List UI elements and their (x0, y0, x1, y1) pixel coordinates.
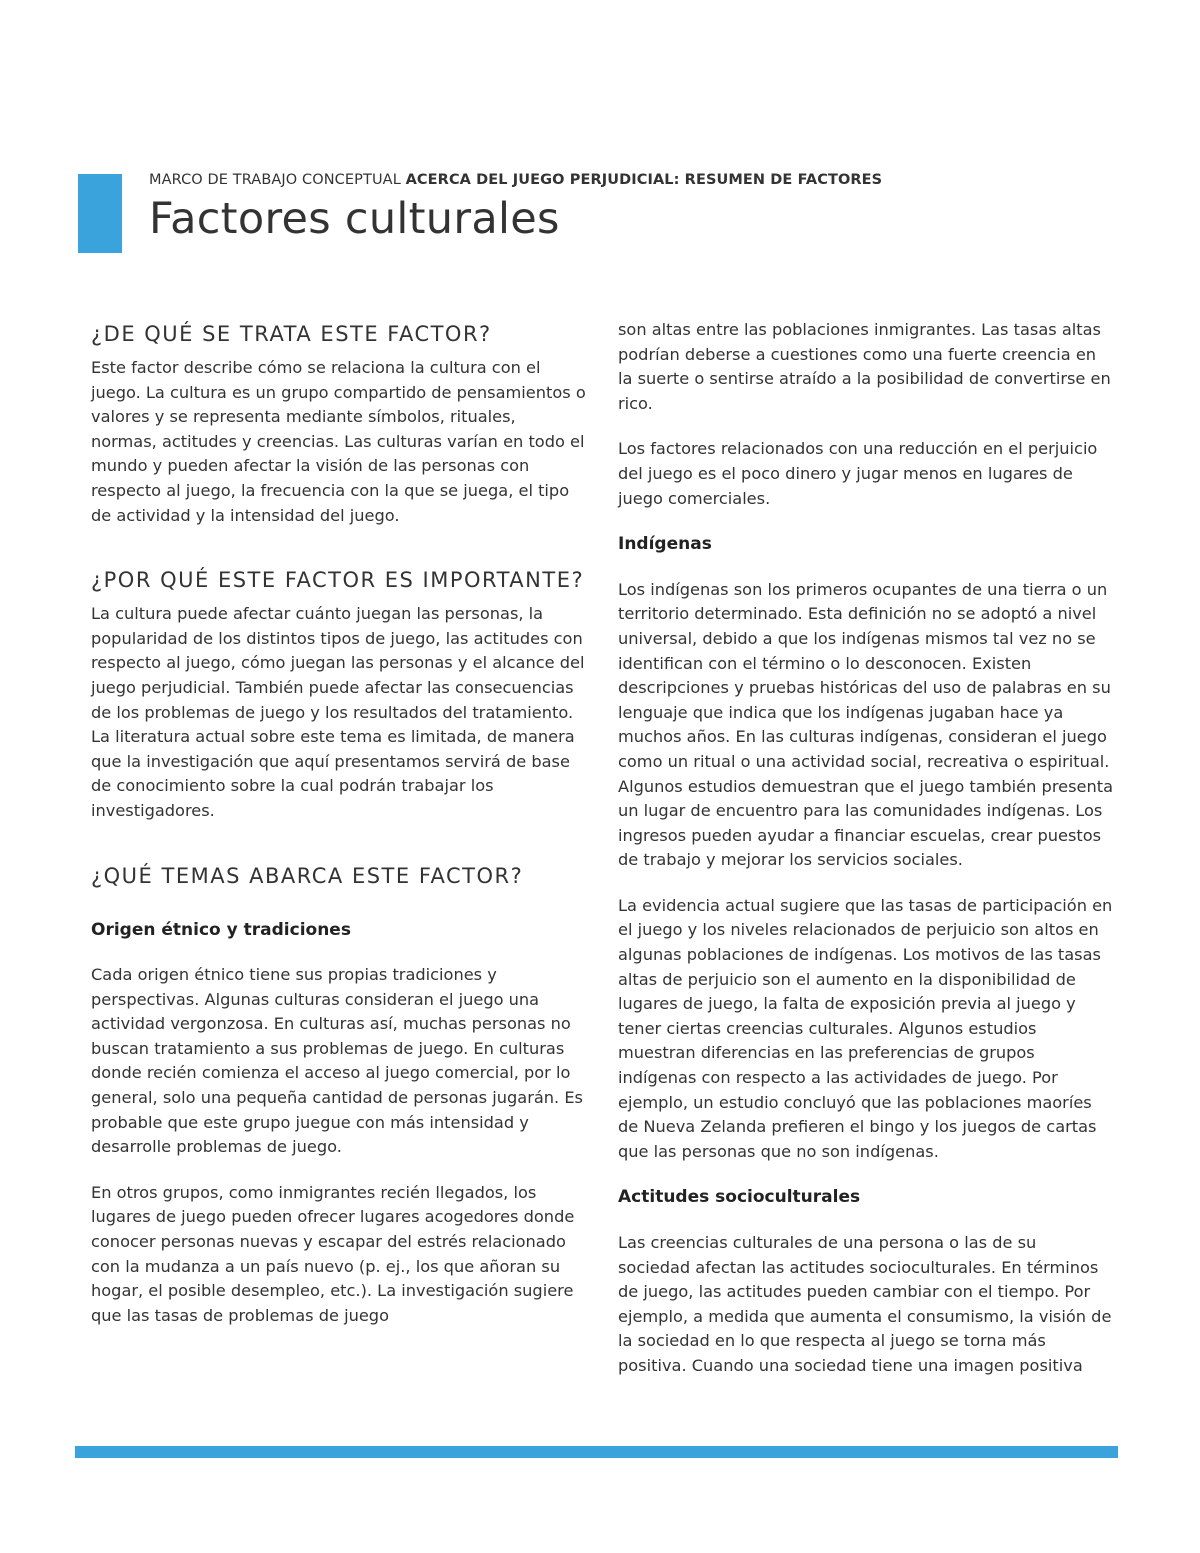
what-heading: ¿DE QUÉ SE TRATA ESTE FACTOR? (91, 322, 492, 346)
immigrant-continued-paragraph: son altas entre las poblaciones inmigrantes. Las tasas altas podrían deberse a cuestiones como una fuerte creencia en la suerte o sentirse atraído a la posibilidad de convertirse en rico. (618, 320, 1111, 413)
ethnic-subheading: Origen étnico y tradiciones (91, 919, 351, 940)
indigenous-subheading: Indígenas (618, 534, 712, 555)
indigenous-paragraph-2: La evidencia actual sugiere que las tasas de participación en el juego y los niveles relacionados de perjuicio son altos en algunas poblaciones de indígenas. Los motivos de las tasas altas de perjuicio son el aumento en la disponibilidad de lugares de juego, la falta de exposición previa al juego y tener ciertas creencias culturales. Algunos estudios muestran diferencias en las preferencias de grupos indígenas con respecto a las actividades de juego. Por ejemplo, un estudio concluyó que las poblaciones maoríes de Nueva Zelanda prefieren el bingo y los juegos de cartas que las personas que no son indígenas. (618, 895, 1113, 1161)
page-header (149, 172, 1149, 243)
reduction-paragraph: Los factores relacionados con una reducción en el perjuicio del juego es el poco dinero y jugar menos en lugares de juego comerciales. (618, 439, 1098, 508)
indigenous-paragraph-1: Los indígenas son los primeros ocupantes de una tierra o un territorio determinado. Esta definición no se adoptó a nivel universal, debido a que los indígenas mismos tal vez no se identifican con el término o lo desconocen. Existen descripciones y pruebas históricas del uso de palabras en su lenguaje que indica que los indígenas jugaban hace ya muchos años. En las culturas indígenas, consideran el juego como un ritual o una actividad social, recreativa o espiritual. Algunos estudios demuestran que el juego también presenta un lugar de encuentro para las comunidades indígenas. Los ingresos pueden ayudar a financiar escuelas, crear puestos de trabajo y mejorar los servicios sociales. (618, 579, 1113, 870)
topics-heading: ¿QUÉ TEMAS ABARCA ESTE FACTOR? (91, 863, 524, 888)
attitudes-subheading: Actitudes socioculturales (618, 1187, 861, 1208)
accent-block (78, 174, 122, 253)
ethnic-paragraph-1: Cada origen étnico tiene sus propias tradiciones y perspectivas. Algunas culturas consideran el juego una actividad vergonzosa. En culturas así, muchas personas no buscan tratamiento a sus problemas de juego. En culturas donde recién comienza el acceso al juego comercial, por lo general, solo una pequeña cantidad de personas jugarán. Es probable que este grupo juegue con más intensidad y desarrolle problemas de juego. (91, 965, 583, 1157)
footer-bar (75, 1446, 1118, 1458)
page-title: Factores culturales (149, 194, 560, 244)
attitudes-paragraph: Las creencias culturales de una persona o las de su sociedad afectan las actitudes socioculturales. En términos de juego, las actitudes pueden cambiar con el tiempo. Por ejemplo, a medida que aumenta el consumismo, la visión de la sociedad en lo que respecta al juego se torna más positiva. Cuando una sociedad tiene una imagen positiva (618, 1233, 1112, 1375)
breadcrumb-section: ACERCA DEL JUEGO PERJUDICIAL: RESUMEN DE FACTORES (405, 172, 883, 188)
why-heading: ¿POR QUÉ ESTE FACTOR ES IMPORTANTE? (91, 568, 585, 593)
breadcrumb (149, 172, 1149, 188)
right-column (618, 318, 1113, 1400)
breadcrumb-category: MARCO DE TRABAJO CONCEPTUAL (149, 172, 401, 188)
why-paragraph: La cultura puede afectar cuánto juegan las personas, la popularidad de los distintos tipos de juego, las actitudes con respecto al juego, cómo juegan las personas y el alcance del juego perjudicial. También puede afectar las consecuencias de los problemas de juego y los resultados del tratamiento. La literatura actual sobre este tema es limitada, de manera que la investigación que aquí presentamos servirá de base de conocimiento sobre la cual podrán trabajar los investigadores. (91, 604, 585, 820)
ethnic-paragraph-2: En otros grupos, como inmigrantes recién llegados, los lugares de juego pueden ofrecer lugares acogedores donde conocer personas nuevas y escapar del estrés relacionado con la mudanza a un país nuevo (p. ej., los que añoran su hogar, el posible desempleo, etc.). La investigación sugiere que las tasas de problemas de juego (91, 1182, 575, 1325)
what-paragraph: Este factor describe cómo se relaciona la cultura con el juego. La cultura es un grupo compartido de pensamientos o valores y se representa mediante símbolos, rituales, normas, actitudes y creencias. Las culturas varían en todo el mundo y pueden afectar la visión de las personas con respecto al juego, la frecuencia con la que se juega, el tipo de actividad y la intensidad del juego. (91, 358, 586, 525)
left-column (91, 318, 586, 1349)
